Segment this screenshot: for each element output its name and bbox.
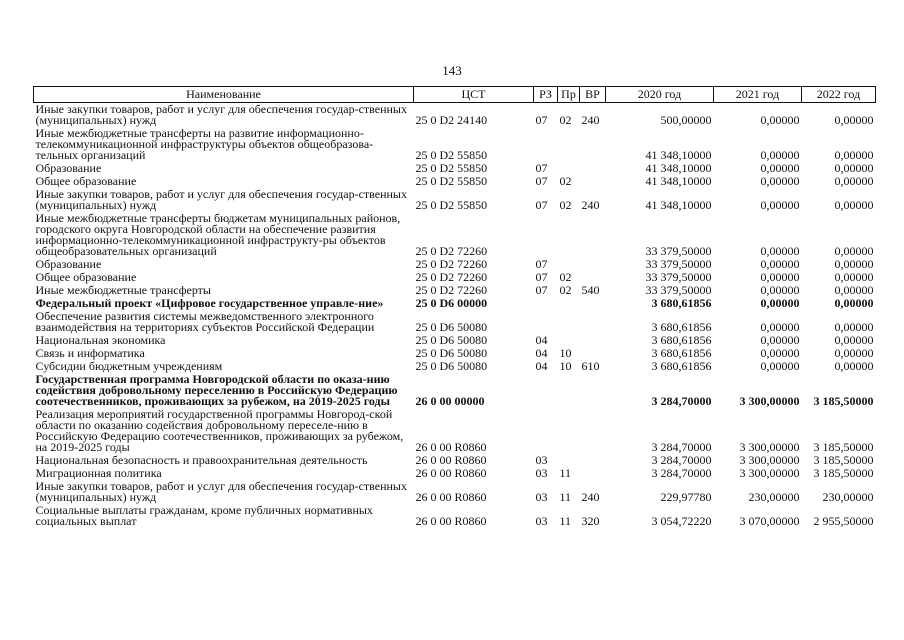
header-2021: 2021 год (714, 87, 802, 103)
row-pr: 11 (559, 466, 572, 480)
row-rz (534, 408, 558, 454)
table-row (34, 103, 876, 128)
header-pr: Пр (558, 87, 580, 103)
row-2022: 0,00000 (834, 333, 874, 347)
row-cst: 25 0 D2 72260 (415, 270, 488, 284)
row-rz: 04 (535, 359, 548, 373)
row-cst: 25 0 D2 55850 (415, 161, 488, 175)
row-name: Связь и информатика (35, 346, 145, 360)
row-pr: 02 (559, 174, 572, 188)
row-cst: 25 0 D6 50080 (415, 359, 488, 373)
row-name: Образование (35, 257, 102, 271)
row-rz: 07 (535, 113, 548, 127)
row-pr (558, 310, 580, 334)
row-2020: 3 284,70000 (651, 453, 712, 467)
row-rz: 07 (535, 270, 548, 284)
row-2020: 3 680,61856 (651, 320, 712, 334)
row-2020: 41 348,10000 (645, 174, 712, 188)
row-2021: 3 300,00000 (739, 453, 800, 467)
table-row (34, 373, 876, 408)
budget-table (33, 86, 876, 528)
table-row (34, 212, 876, 258)
row-2021: 0,00000 (760, 174, 800, 188)
row-cst: 25 0 D6 50080 (415, 320, 488, 334)
row-cst: 25 0 D2 55850 (415, 174, 488, 188)
row-rz: 03 (535, 466, 548, 480)
row-2021: 3 300,00000 (739, 440, 800, 454)
row-vr (580, 373, 606, 408)
page-number: 143 (442, 63, 462, 78)
row-2020: 3 284,70000 (651, 466, 712, 480)
row-rz (534, 127, 558, 162)
row-cst: 25 0 D6 50080 (415, 346, 488, 360)
row-2021: 0,00000 (760, 270, 800, 284)
row-rz (534, 310, 558, 334)
row-pr: 02 (559, 283, 572, 297)
row-rz: 07 (535, 198, 548, 212)
row-cst: 25 0 D2 72260 (415, 244, 488, 258)
row-vr: 320 (581, 514, 600, 528)
row-rz (534, 297, 558, 310)
row-2022: 0,00000 (834, 113, 874, 127)
row-pr: 02 (559, 270, 572, 284)
row-2021: 0,00000 (760, 333, 800, 347)
row-cst: 26 0 00 R0860 (415, 440, 487, 454)
row-cst: 26 0 00 R0860 (415, 466, 487, 480)
row-2022: 0,00000 (834, 283, 874, 297)
row-2022: 230,00000 (822, 490, 874, 504)
row-rz: 03 (535, 453, 548, 467)
row-name: Образование (35, 161, 102, 175)
row-2022: 0,00000 (834, 359, 874, 373)
row-rz: 04 (535, 333, 548, 347)
row-2021: 0,00000 (760, 244, 800, 258)
row-2021: 0,00000 (760, 346, 800, 360)
row-2020: 500,00000 (660, 113, 712, 127)
row-pr: 11 (559, 490, 572, 504)
row-2021: 3 070,00000 (739, 514, 800, 528)
row-2020: 33 379,50000 (645, 283, 712, 297)
row-2022: 0,00000 (834, 296, 874, 310)
row-name: Общее образование (35, 174, 137, 188)
row-cst: 25 0 D6 00000 (415, 296, 488, 310)
row-pr: 02 (559, 198, 572, 212)
header-cst: ЦСТ (414, 87, 534, 103)
row-vr (580, 334, 606, 347)
row-name: Иные межбюджетные трансферты (35, 283, 211, 297)
row-2021: 0,00000 (760, 148, 800, 162)
row-2020: 41 348,10000 (645, 161, 712, 175)
row-name: Иные межбюджетные трансферты бюджетам муниципальных районов, городского округа Новгородской области на обеспечение развития информационно-телекоммуникационной инфраструкту-ры объектов общеобразовательных организаций (35, 211, 401, 258)
row-vr (580, 297, 606, 310)
row-2021: 0,00000 (760, 283, 800, 297)
row-2020: 3 054,72220 (651, 514, 712, 528)
header-name: Наименование (34, 87, 414, 103)
row-2021: 0,00000 (760, 161, 800, 175)
row-2022: 3 185,50000 (813, 466, 874, 480)
row-2020: 33 379,50000 (645, 244, 712, 258)
row-rz: 07 (535, 161, 548, 175)
row-2020: 3 284,70000 (651, 440, 712, 454)
row-2022: 0,00000 (834, 198, 874, 212)
table-row (34, 127, 876, 162)
table-row (34, 188, 876, 212)
row-vr: 610 (581, 359, 600, 373)
row-2020: 33 379,50000 (645, 257, 712, 271)
row-vr: 240 (581, 490, 600, 504)
row-cst: 26 0 00 R0860 (415, 453, 487, 467)
row-2020: 33 379,50000 (645, 270, 712, 284)
row-2021: 0,00000 (760, 320, 800, 334)
row-2021: 3 300,00000 (739, 466, 800, 480)
row-2020: 3 284,70000 (651, 394, 712, 408)
table-body (34, 103, 876, 529)
row-2022: 3 185,50000 (813, 453, 874, 467)
row-vr (580, 408, 606, 454)
row-cst: 26 0 00 R0860 (415, 490, 487, 504)
row-pr (558, 373, 580, 408)
row-2021: 0,00000 (760, 359, 800, 373)
row-2022: 0,00000 (834, 257, 874, 271)
header-2020: 2020 год (606, 87, 714, 103)
row-pr: 11 (559, 514, 572, 528)
row-2020: 3 680,61856 (651, 359, 712, 373)
row-vr (580, 212, 606, 258)
row-name: Реализация мероприятий государственной программы Новгород-ской области по оказанию содействия добровольному переселе-нию в Российскую Федерацию соотечественников, проживающих за рубежом, на 2019-2025 годы (35, 407, 404, 454)
row-vr (580, 175, 606, 188)
row-2021: 0,00000 (760, 198, 800, 212)
row-pr (558, 408, 580, 454)
table-row (34, 408, 876, 454)
row-cst: 25 0 D2 72260 (415, 283, 488, 297)
row-vr (580, 454, 606, 467)
row-2021: 3 300,00000 (739, 394, 800, 408)
row-rz: 03 (535, 490, 548, 504)
row-vr (580, 127, 606, 162)
header-vr: ВР (580, 87, 606, 103)
row-2020: 41 348,10000 (645, 198, 712, 212)
row-name: Субсидии бюджетным учреждениям (35, 359, 223, 373)
row-cst: 25 0 D2 72260 (415, 257, 488, 271)
table-row (34, 480, 876, 504)
row-name: Социальные выплаты гражданам, кроме публичных нормативных социальных выплат (35, 503, 373, 528)
table-header (34, 87, 876, 103)
row-2020: 3 680,61856 (651, 346, 712, 360)
row-2022: 0,00000 (834, 161, 874, 175)
row-cst: 25 0 D2 55850 (415, 148, 488, 162)
row-pr (558, 212, 580, 258)
row-pr (558, 127, 580, 162)
row-name: Государственная программа Новгородской области по оказа-нию содействия добровольному переселению в Российскую Федерацию соотечественников, проживающих за рубежом, на 2019-2025 годы (35, 372, 398, 408)
row-name: Иные закупки товаров, работ и услуг для обеспечения государ-ственных (муниципальных) нужд (35, 102, 407, 127)
row-cst: 25 0 D2 24140 (415, 113, 488, 127)
row-2021: 0,00000 (760, 257, 800, 271)
row-pr: 10 (559, 359, 572, 373)
row-name: Иные межбюджетные трансферты на развитие информационно-телекоммуникационной инфраструктуры объектов общеобразова-тельных организаций (35, 126, 374, 162)
row-2020: 3 680,61856 (651, 333, 712, 347)
row-name: Федеральный проект «Цифровое государственное управле-ние» (35, 296, 384, 310)
row-pr (558, 297, 580, 310)
row-2020: 3 680,61856 (651, 296, 712, 310)
row-vr (580, 258, 606, 271)
row-rz (534, 373, 558, 408)
row-2022: 0,00000 (834, 148, 874, 162)
row-2022: 0,00000 (834, 174, 874, 188)
row-vr (580, 162, 606, 175)
row-rz: 03 (535, 514, 548, 528)
row-2022: 3 185,50000 (813, 440, 874, 454)
row-2022: 0,00000 (834, 346, 874, 360)
row-cst: 26 0 00 R0860 (415, 514, 487, 528)
row-rz (534, 212, 558, 258)
row-cst: 25 0 D2 55850 (415, 198, 488, 212)
row-cst: 25 0 D6 50080 (415, 333, 488, 347)
row-name: Национальная экономика (35, 333, 166, 347)
row-2022: 0,00000 (834, 320, 874, 334)
row-vr (580, 467, 606, 480)
row-rz: 07 (535, 283, 548, 297)
row-vr: 240 (581, 198, 600, 212)
row-name: Миграционная политика (35, 466, 162, 480)
row-name: Обеспечение развития системы межведомственного электронного взаимодействия на территориях субъектов Российской Федерации (35, 309, 375, 334)
row-name: Иные закупки товаров, работ и услуг для обеспечения государ-ственных (муниципальных) нужд (35, 187, 407, 212)
row-name: Иные закупки товаров, работ и услуг для обеспечения государ-ственных (муниципальных) нужд (35, 479, 407, 504)
row-2022: 2 955,50000 (813, 514, 874, 528)
header-2022: 2022 год (802, 87, 876, 103)
row-pr: 02 (559, 113, 572, 127)
row-2022: 0,00000 (834, 270, 874, 284)
row-2022: 3 185,50000 (813, 394, 874, 408)
row-2020: 229,97780 (660, 490, 712, 504)
table-row (34, 504, 876, 528)
row-2020: 41 348,10000 (645, 148, 712, 162)
row-2021: 230,00000 (748, 490, 800, 504)
row-rz: 04 (535, 346, 548, 360)
table-row (34, 310, 876, 334)
row-2021: 0,00000 (760, 296, 800, 310)
row-name: Общее образование (35, 270, 137, 284)
row-vr: 240 (581, 113, 600, 127)
row-vr (580, 310, 606, 334)
row-2022: 0,00000 (834, 244, 874, 258)
row-pr: 10 (559, 346, 572, 360)
row-2021: 0,00000 (760, 113, 800, 127)
row-name: Национальная безопасность и правоохранительная деятельность (35, 453, 368, 467)
row-rz: 07 (535, 257, 548, 271)
row-rz: 07 (535, 174, 548, 188)
row-vr: 540 (581, 283, 600, 297)
row-cst: 26 0 00 00000 (415, 394, 485, 408)
header-rz: РЗ (534, 87, 558, 103)
